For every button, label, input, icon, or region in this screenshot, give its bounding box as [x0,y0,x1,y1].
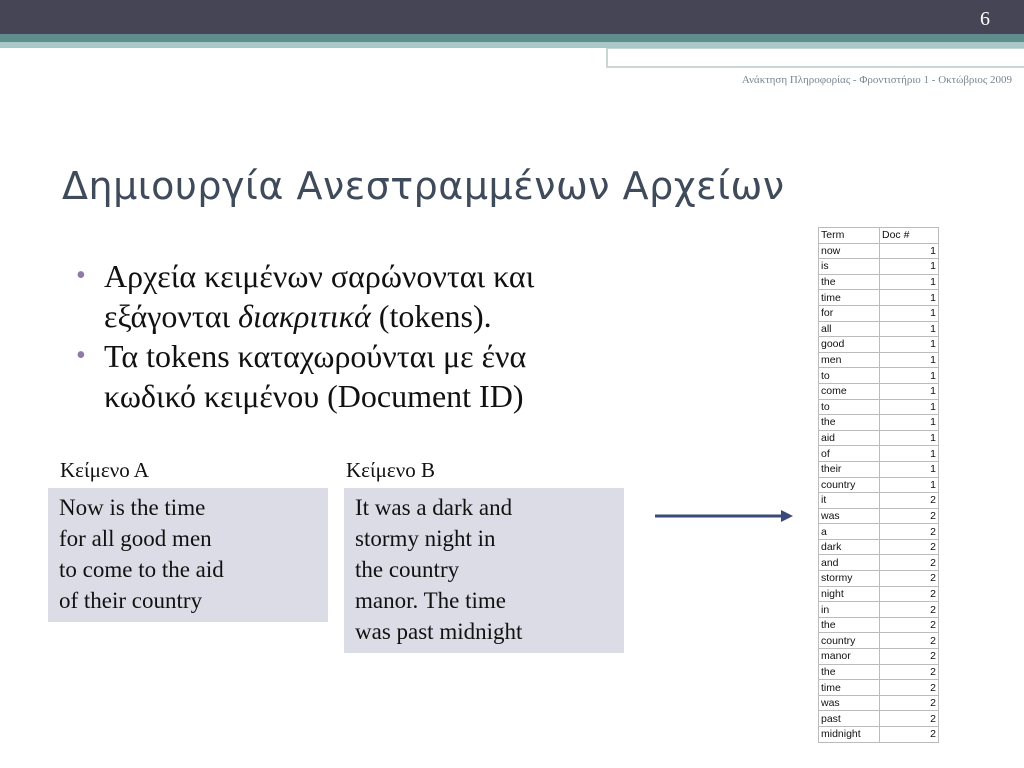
term-cell: for [819,305,880,321]
table-row [819,430,939,446]
doc-id-cell: 1 [880,383,939,399]
term-cell: it [819,493,880,509]
table-row [819,633,939,649]
header-notch-edge [606,48,608,68]
table-row [819,243,939,259]
table-row [819,508,939,524]
bullet-list [76,256,726,416]
term-cell: and [819,555,880,571]
doc-id-cell: 2 [880,571,939,587]
term-cell: to [819,399,880,415]
doc-id-cell: 2 [880,508,939,524]
doc-id-cell: 1 [880,477,939,493]
term-cell: midnight [819,727,880,743]
doc-b-line: the country [355,557,460,582]
table-header-doc: Doc # [880,228,939,244]
header-notch-bottom [606,66,1024,68]
term-cell: the [819,617,880,633]
bullet-emphasis: διακριτικά [238,298,371,334]
table-row [819,571,939,587]
term-cell: their [819,461,880,477]
table-row [819,555,939,571]
bullet-line: κωδικό κειμένου (Document ID) [104,378,524,414]
arrow-right-icon [655,507,795,527]
table-row [819,461,939,477]
doc-id-cell: 1 [880,430,939,446]
doc-id-cell: 1 [880,446,939,462]
table-header-term: Term [819,228,880,244]
table-row [819,290,939,306]
doc-id-cell: 1 [880,415,939,431]
table-row [819,352,939,368]
bullet-icon: • [76,340,86,371]
doc-id-cell: 2 [880,617,939,633]
doc-id-cell: 2 [880,711,939,727]
doc-id-cell: 1 [880,368,939,384]
doc-id-cell: 2 [880,555,939,571]
doc-id-cell: 2 [880,633,939,649]
term-cell: country [819,633,880,649]
term-doc-table [818,227,939,743]
term-cell: all [819,321,880,337]
table-row [819,727,939,743]
header-notch [606,48,1024,67]
doc-b-line: manor. The time [355,588,506,613]
term-cell: of [819,446,880,462]
term-cell: aid [819,430,880,446]
table-row [819,664,939,680]
slide-title: Δημιουργία Ανεστραμμένων Αρχείων [62,164,785,208]
bullet-item [76,256,726,336]
term-cell: the [819,274,880,290]
table-row [819,695,939,711]
table-row [819,477,939,493]
slide-footer: Ανάκτηση Πληροφορίας - Φροντιστήριο 1 - Οκτώβριος 2009 [741,74,1012,86]
bullet-icon: • [76,260,86,291]
table-row [819,274,939,290]
doc-id-cell: 2 [880,524,939,540]
doc-id-cell: 1 [880,461,939,477]
table-row [819,399,939,415]
slide-number: 6 [980,8,990,30]
table-row [819,446,939,462]
doc-id-cell: 2 [880,664,939,680]
doc-b-box [344,488,624,653]
term-cell: dark [819,539,880,555]
table-row [819,368,939,384]
table-row [819,383,939,399]
doc-id-cell: 1 [880,305,939,321]
term-cell: was [819,508,880,524]
doc-b-line: stormy night in [355,526,496,551]
doc-b-label: Κείμενο Β [346,458,435,482]
term-cell: good [819,337,880,353]
term-cell: in [819,602,880,618]
term-cell: manor [819,649,880,665]
table-row [819,602,939,618]
term-cell: country [819,477,880,493]
term-cell: was [819,695,880,711]
term-cell: the [819,415,880,431]
doc-b-line: It was a dark and [355,495,513,520]
bullet-item [76,336,726,416]
term-cell: past [819,711,880,727]
term-cell: come [819,383,880,399]
table-row [819,649,939,665]
doc-id-cell: 2 [880,539,939,555]
term-cell: night [819,586,880,602]
term-cell: the [819,664,880,680]
doc-id-cell: 2 [880,680,939,696]
term-cell: time [819,290,880,306]
table-row [819,711,939,727]
table-header-row [819,228,939,244]
doc-id-cell: 2 [880,602,939,618]
table-row [819,493,939,509]
term-cell: stormy [819,571,880,587]
doc-a-line: to come to the aid [59,557,224,582]
term-cell: men [819,352,880,368]
term-cell: now [819,243,880,259]
table-row [819,617,939,633]
doc-id-cell: 1 [880,399,939,415]
table-row [819,415,939,431]
table-row [819,539,939,555]
doc-id-cell: 2 [880,727,939,743]
table-row [819,305,939,321]
doc-a-label: Κείμενο Α [60,458,149,482]
header-bar [0,0,1024,34]
table-body [819,243,939,742]
table-row [819,337,939,353]
doc-id-cell: 1 [880,352,939,368]
bullet-line: Αρχεία κειμένων σαρώνονται και [104,258,535,294]
doc-id-cell: 1 [880,321,939,337]
doc-a-line: Now is the time [59,495,206,520]
bullet-text: (tokens). [370,298,492,334]
term-cell: a [819,524,880,540]
table-row [819,321,939,337]
bullet-line: Τα tokens καταχωρούνται με ένα [104,338,527,374]
doc-a-box [48,488,328,622]
table-row [819,586,939,602]
doc-id-cell: 2 [880,586,939,602]
doc-id-cell: 2 [880,695,939,711]
header-stripe [0,34,1024,42]
doc-a-line: for all good men [59,526,212,551]
doc-id-cell: 1 [880,259,939,275]
table-row [819,524,939,540]
doc-id-cell: 1 [880,290,939,306]
doc-id-cell: 1 [880,337,939,353]
term-cell: time [819,680,880,696]
table-row [819,259,939,275]
doc-a-line: of their country [59,588,203,613]
doc-id-cell: 2 [880,493,939,509]
doc-b-line: was past midnight [355,619,523,644]
table-row [819,680,939,696]
doc-id-cell: 2 [880,649,939,665]
term-cell: to [819,368,880,384]
term-cell: is [819,259,880,275]
bullet-text: εξάγονται [104,298,239,334]
doc-id-cell: 1 [880,274,939,290]
doc-id-cell: 1 [880,243,939,259]
